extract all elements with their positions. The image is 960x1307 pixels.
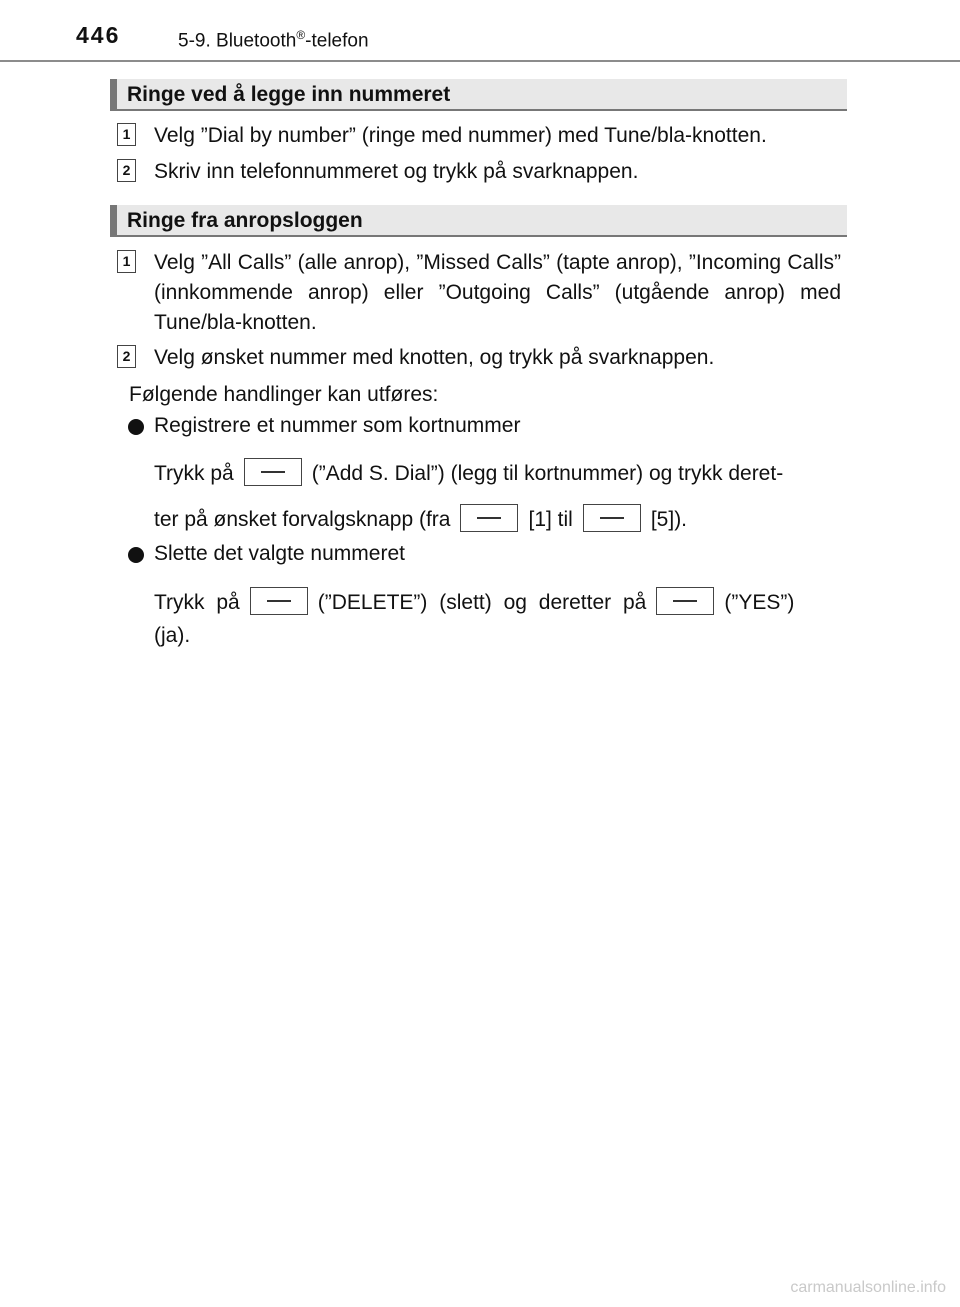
step-text: Velg ønsket nummer med knotten, og trykk på svarknappen. (154, 346, 715, 369)
watermark: carmanualsonline.info (790, 1279, 946, 1296)
page-number: 446 (76, 22, 121, 48)
bullet-instruction-line: Trykk på (”Add S. Dial”) (legg til kortnummer) og trykk deret- (154, 459, 844, 489)
chapter-prefix: 5-9. Bluetooth (178, 30, 297, 52)
actions-intro: Følgende handlinger kan utføres: (129, 383, 439, 406)
step-text: Skriv inn telefonnummeret og trykk på svarknappen. (154, 160, 639, 183)
delete-button-icon (250, 587, 308, 615)
registered-mark: ® (296, 28, 306, 42)
step-number-badge: 1 (117, 250, 136, 273)
step-number-badge: 2 (117, 159, 136, 182)
bullet-instruction-line: ter på ønsket forvalgsknapp (fra [1] til [5]). (154, 505, 844, 535)
bullet-instruction-line: Trykk på (”DELETE”) (slett) og deretter på (”YES”) (154, 588, 844, 618)
step-text: Velg ”Dial by number” (ringe med nummer) med Tune/bla-knotten. (154, 124, 767, 147)
step-text: Velg ”All Calls” (alle anrop), ”Missed Calls” (tapte anrop), ”Incoming Calls” (innkommende anrop) eller ”Outgoing Calls” (utgående anrop) med Tune/bla-knotten. (154, 251, 841, 334)
page-header (0, 0, 960, 62)
chapter-title (178, 28, 369, 52)
header-rule (0, 60, 960, 62)
step-number-badge: 2 (117, 345, 136, 368)
section-title: Ringe ved å legge inn nummeret (127, 83, 451, 106)
bullet-dot (128, 547, 144, 563)
preset-button-5-icon (583, 504, 641, 532)
preset-button-1-icon (460, 504, 518, 532)
chapter-suffix: -telefon (305, 30, 369, 52)
bullet-instruction-line: (ja). (154, 624, 191, 647)
bullet-dot (128, 419, 144, 435)
bullet-title: Registrere et nummer som kortnummer (154, 414, 521, 437)
section-heading-dial-by-number (110, 79, 847, 111)
yes-button-icon (656, 587, 714, 615)
add-speed-dial-button-icon (244, 458, 302, 486)
section-heading-call-log (110, 205, 847, 237)
section-title: Ringe fra anropsloggen (127, 209, 363, 232)
bullet-title: Slette det valgte nummeret (154, 542, 405, 565)
step-number-badge: 1 (117, 123, 136, 146)
